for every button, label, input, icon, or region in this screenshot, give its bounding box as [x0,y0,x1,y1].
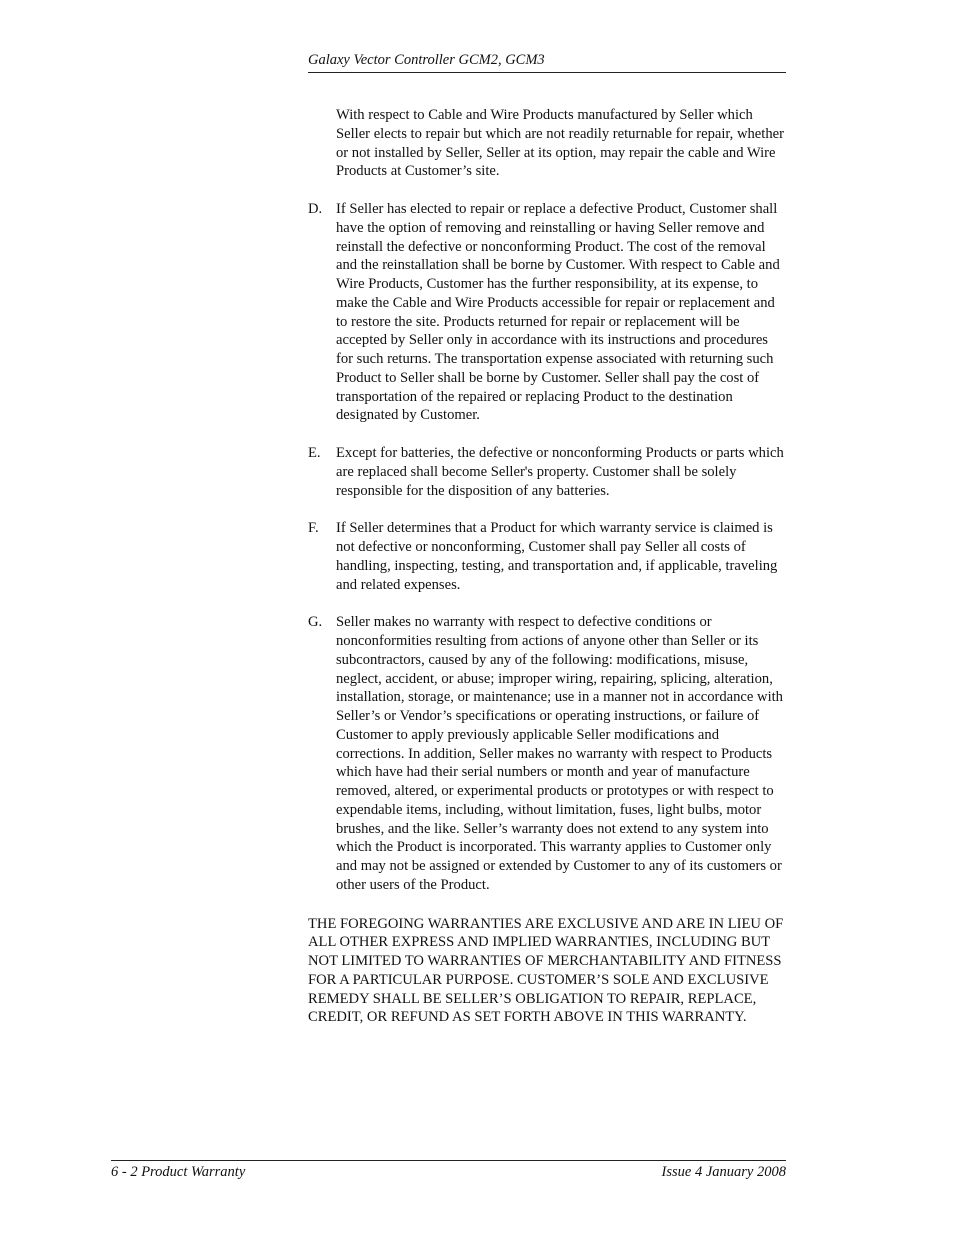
clause-letter: D. [308,201,323,217]
clause-text: Seller makes no warranty with respect to defective conditions or nonconformities resulting from actions of anyone other than Seller or its subcontractors, caused by any of the following: modifications, misuse, neglect, accident, or abuse; improper wiring, repairing, splicing, alteration, installation, storage, or maintenance; use in a manner not in accordance with Seller’s or Vendor’s specifications or operating instructions, or failure of Customer to apply previously applicable Seller modifications and corrections. In addition, Seller makes no warranty with respect to Products which have had their serial numbers or month and year of manufacture removed, altered, or experimental products or prototypes or with respect to expendable items, including, without limitation, fuses, light bulbs, motor brushes, and the like. Seller’s warranty does not extend to any system into which the Product is incorporated. This warranty applies to Customer only and may not be assigned or extended by Customer to any of its customers or other users of the Product. [336,614,783,893]
clause-letter: F. [308,520,319,537]
clause-letter: E. [308,445,321,461]
continuation-paragraph: With respect to Cable and Wire Products manufactured by Seller which Seller elects to repair but which are not readily returnable for repair, whether or not installed by Seller, Seller at its option, may repair the cable and Wire Products at Customer’s site. [336,107,784,180]
clause-text: If Seller determines that a Product for which warranty service is claimed is not defective or nonconforming, Customer shall pay Seller all costs of handling, inspecting, testing, and transportation and, if applicable, traveling and related expenses. [336,520,778,593]
clause-g [308,613,786,894]
clause-letter: G. [308,614,323,631]
clause-e [308,444,786,500]
footer-issue-date: Issue 4 January 2008 [661,1164,786,1180]
page-header [308,50,786,73]
clause-text: If Seller has elected to repair or replace a defective Product, Customer shall have the option of removing and reinstalling or having Seller remove and reinstall the defective or nonconforming Product. The cost of the removal and the reinstallation shall be borne by Customer. With respect to Cable and Wire Products, Customer has the further responsibility, at its expense, to make the Cable and Wire Products accessible for repair or replacement and to restore the site. Products returned for repair or replacement will be accepted by Seller only in accordance with its instructions and procedures for such returns. The transportation expense associated with returning such Product to Seller shall be borne by Customer. Seller shall pay the cost of transportation of the repaired or replacing Product to the destination designated by Customer. [336,201,780,424]
warranty-disclaimer: THE FOREGOING WARRANTIES ARE EXCLUSIVE AND ARE IN LIEU OF ALL OTHER EXPRESS AND IMPLIED WARRANTIES, INCLUDING BUT NOT LIMITED TO WARRANTIES OF MERCHANTABILITY AND FITNESS FOR A PARTICULAR PURPOSE. CUSTOMER’S SOLE AND EXCLUSIVE REMEDY SHALL BE SELLER’S OBLIGATION TO REPAIR, REPLACE, CREDIT, OR REFUND AS SET FORTH ABOVE IN THIS WARRANTY. [308,915,784,1026]
warranty-body [308,106,786,1027]
page-footer [111,1160,786,1182]
document-title: Galaxy Vector Controller GCM2, GCM3 [308,52,545,68]
clause-f [308,519,786,594]
clause-text: Except for batteries, the defective or nonconforming Products or parts which are replaced shall become Seller's property. Customer shall be solely responsible for the disposition of any batteries. [336,445,784,499]
clause-d [308,200,786,425]
footer-page-label: 6 - 2 Product Warranty [111,1164,246,1180]
